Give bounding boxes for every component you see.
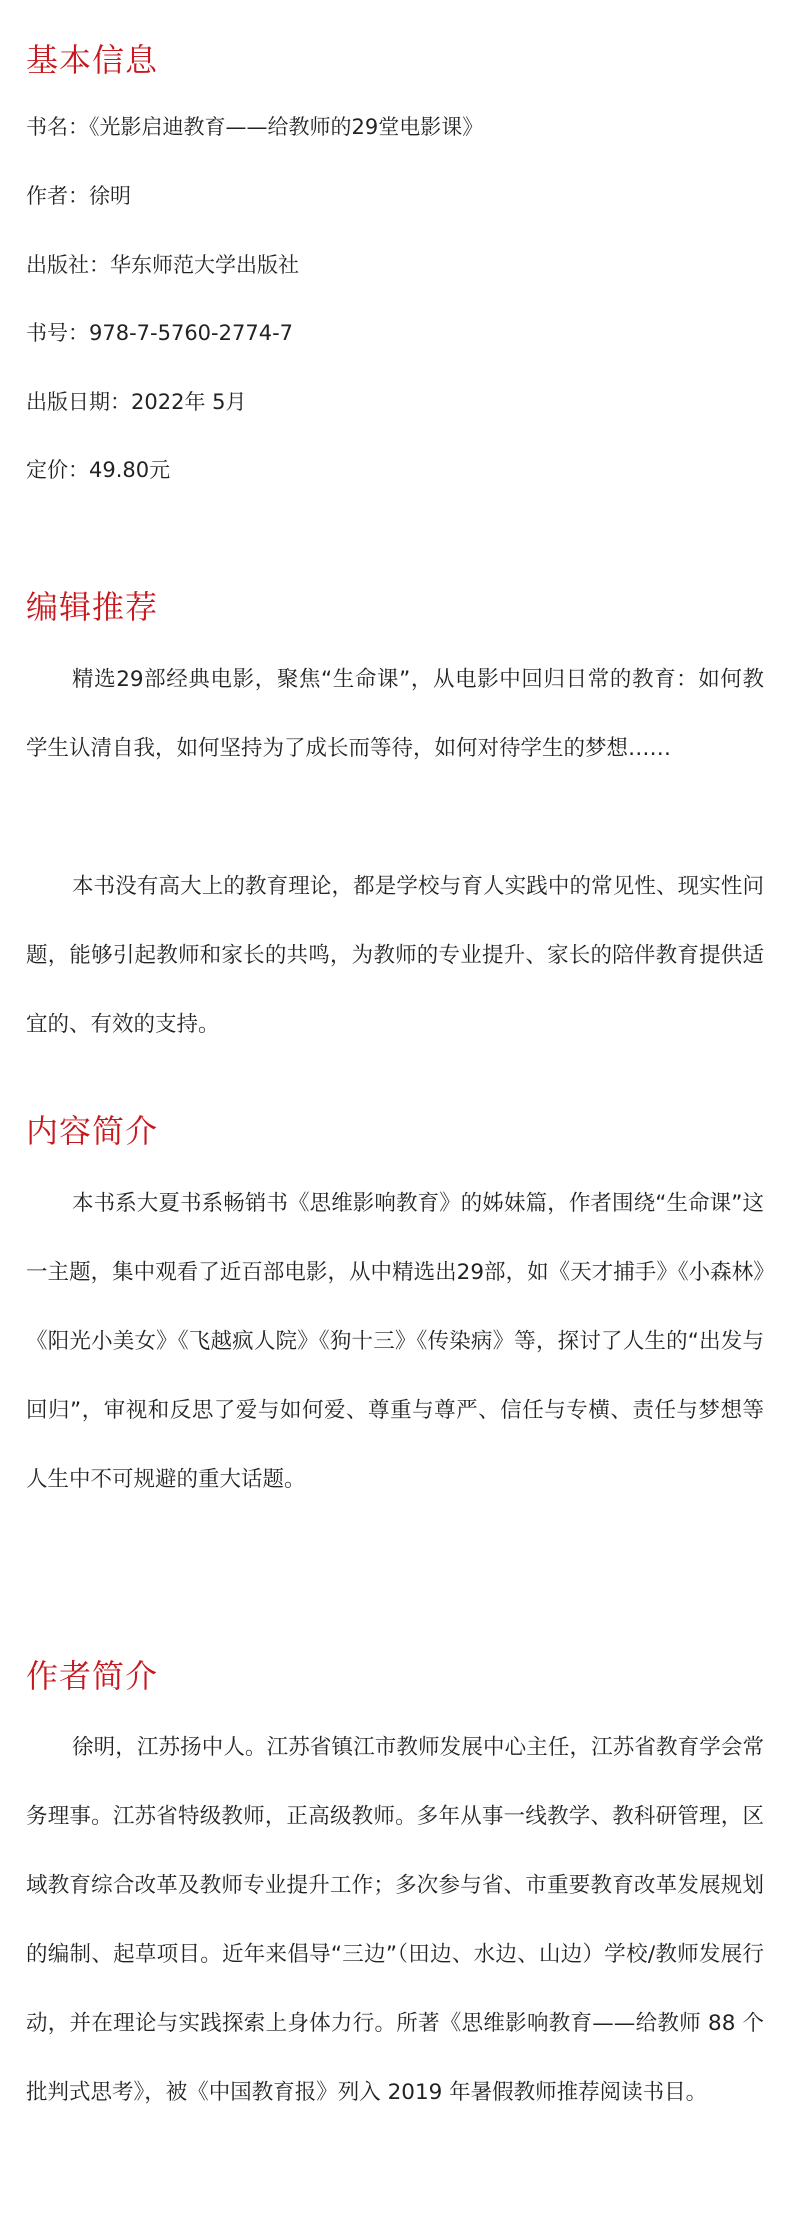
editor-recommendation-heading: 编辑推荐 bbox=[26, 588, 159, 626]
book-price-line: 定价：49.80元 bbox=[26, 458, 171, 482]
book-isbn-line: 书号：978-7-5760-2774-7 bbox=[26, 321, 294, 345]
author-intro-heading: 作者简介 bbox=[26, 1657, 159, 1695]
editor-recommendation-paragraph: 精选29部经典电影，聚焦“生命课”，从电影中回归日常的教育：如何教学生认清自我，如何坚持为了成长而等待，如何对待学生的梦想…… bbox=[26, 667, 764, 761]
book-date-line: 出版日期：2022年 5月 bbox=[26, 390, 247, 414]
basic-info-heading: 基本信息 bbox=[26, 41, 159, 79]
editor-recommendation-paragraph: 本书没有高大上的教育理论，都是学校与育人实践中的常见性、现实性问题，能够引起教师和家长的共鸣，为教师的专业提升、家长的陪伴教育提供适宜的、有效的支持。 bbox=[26, 874, 764, 1037]
author-intro-paragraph: 徐明，江苏扬中人。江苏省镇江市教师发展中心主任，江苏省教育学会常务理事。江苏省特级教师，正高级教师。多年从事一线教学、教科研管理，区域教育综合改革及教师专业提升工作；多次参与省、市重要教育改革发展规划的编制、起草项目。近年来倡导“三边”（田边、水边、山边）学校/教师发展行动，并在理论与实践探索上身体力行。所著《思维影响教育——给教师 88 个批判式思考》，被《中国教育报》列入 2019 年暑假教师推荐阅读书目。 bbox=[26, 1735, 764, 2105]
book-title-line: 书名：《光影启迪教育——给教师的29堂电影课》 bbox=[26, 115, 484, 139]
book-publisher-line: 出版社：华东师范大学出版社 bbox=[26, 253, 299, 277]
book-author-line: 作者：徐明 bbox=[26, 184, 131, 208]
content-summary-heading: 内容简介 bbox=[26, 1112, 159, 1150]
content-summary-paragraph: 本书系大夏书系畅销书《思维影响教育》的姊妹篇，作者围绕“生命课”这一主题，集中观看了近百部电影，从中精选出29部，如《天才捕手》《小森林》《阳光小美女》《飞越疯人院》《狗十三》《传染病》等，探讨了人生的“出发与回归”，审视和反思了爱与如何爱、尊重与尊严、信任与专横、责任与梦想等人生中不可规避的重大话题。 bbox=[26, 1191, 764, 1492]
